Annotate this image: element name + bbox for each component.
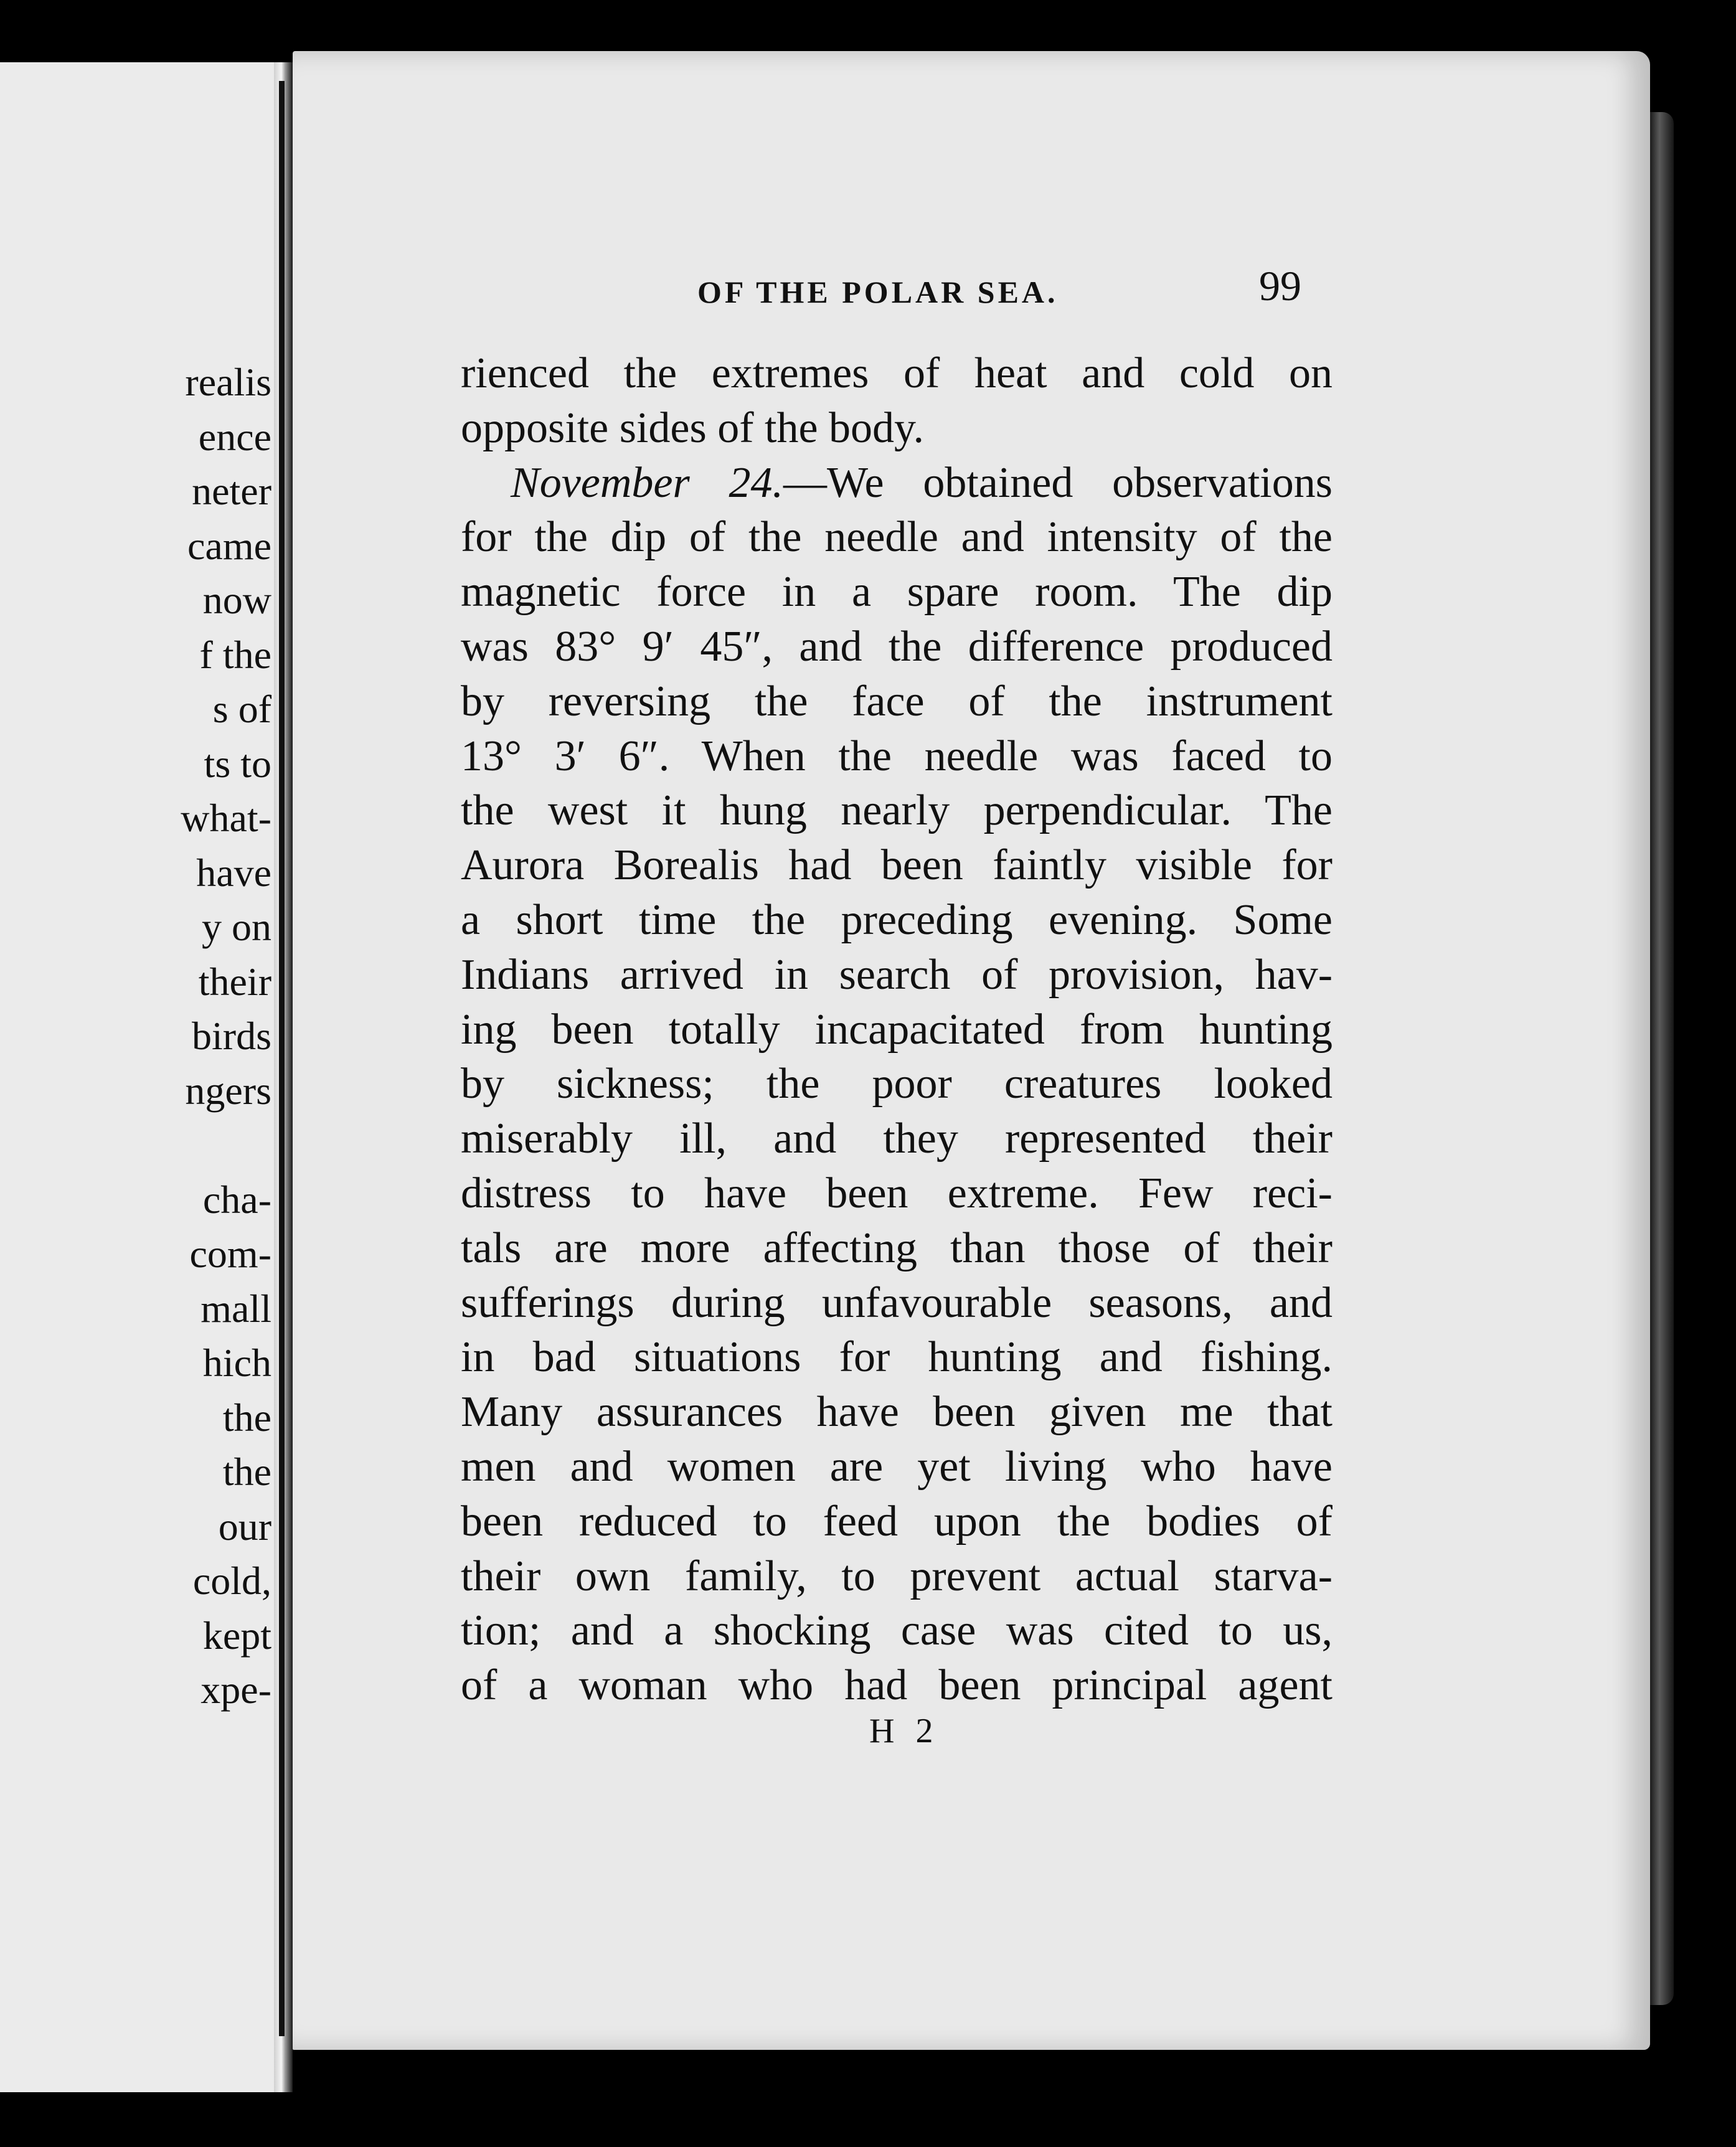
text-line-dated <box>461 456 1333 511</box>
left-line: have <box>196 850 271 895</box>
left-line: com- <box>189 1232 271 1276</box>
text-line: by reversing the face of the instrument <box>461 677 1333 725</box>
text-line: of a woman who had been principal agent <box>461 1661 1333 1710</box>
left-line: cold, <box>192 1559 271 1603</box>
left-line: mall <box>200 1286 271 1331</box>
left-line: cha- <box>202 1177 271 1222</box>
left-line: ngers <box>185 1068 271 1113</box>
text-line: magnetic force in a spare room. The dip <box>461 568 1333 616</box>
text-line: opposite sides of the body. <box>461 403 924 452</box>
text-line: a short time the preceding evening. Some <box>461 895 1333 944</box>
left-line: f the <box>199 632 271 677</box>
left-line: y on <box>202 905 271 949</box>
page-number: 99 <box>1259 262 1301 309</box>
text-line: miserably ill, and they represented their <box>461 1115 1333 1163</box>
left-line: hich <box>202 1341 271 1385</box>
text-line: was 83° 9′ 45″, and the difference produced <box>461 622 1333 671</box>
body-text <box>461 346 1333 1713</box>
text-line: men and women are yet living who have <box>461 1442 1333 1491</box>
date-line-rest: —We obtained observations <box>783 458 1333 507</box>
left-page-text <box>0 355 274 1717</box>
left-line: birds <box>192 1014 271 1058</box>
text-line: Aurora Borealis had been faintly visible for <box>461 841 1333 890</box>
text-line: by sickness; the poor creatures looked <box>461 1060 1333 1108</box>
text-line: Many assurances have been given me that <box>461 1388 1333 1437</box>
text-line: 13° 3′ 6″. When the needle was faced to <box>461 732 1333 780</box>
left-line: ts to <box>204 741 271 786</box>
left-line: their <box>198 959 271 1004</box>
date-italic: November 24. <box>511 458 783 507</box>
text-line: in bad situations for hunting and fishing. <box>461 1333 1333 1382</box>
text-line: distress to have been extreme. Few reci- <box>461 1169 1333 1217</box>
text-line: their own family, to prevent actual starva- <box>461 1552 1333 1600</box>
text-line: sufferings during unfavourable seasons, and <box>461 1278 1333 1327</box>
page-edge-shadow <box>1650 112 1674 2005</box>
signature-mark: H 2 <box>869 1712 940 1750</box>
left-line: what- <box>181 796 271 840</box>
running-head: OF THE POLAR SEA. <box>697 275 1059 309</box>
left-line: came <box>187 523 271 568</box>
left-line: the <box>222 1395 271 1440</box>
left-line: xpe- <box>200 1668 271 1712</box>
left-line: the <box>222 1450 271 1494</box>
text-line: tals are more affecting than those of their <box>461 1224 1333 1272</box>
text-line: the west it hung nearly perpendicular. The <box>461 786 1333 835</box>
text-line: for the dip of the needle and intensity of the <box>461 513 1333 562</box>
left-line: now <box>202 578 271 622</box>
left-line-blank <box>0 1118 274 1173</box>
text-line: rienced the extremes of heat and cold on <box>461 349 1333 397</box>
left-line: our <box>218 1504 271 1549</box>
left-line: realis <box>185 360 271 404</box>
left-line: kept <box>202 1613 271 1658</box>
left-line: s of <box>212 687 271 731</box>
left-facing-page <box>0 62 274 2092</box>
text-line: ing been totally incapacitated from hunting <box>461 1005 1333 1054</box>
left-line: neter <box>192 469 271 513</box>
gutter-shadow-line <box>279 81 285 2036</box>
text-line: been reduced to feed upon the bodies of <box>461 1497 1333 1545</box>
text-line: Indians arrived in search of provision, hav- <box>461 950 1333 999</box>
left-line: ence <box>198 414 271 459</box>
text-line: tion; and a shocking case was cited to us, <box>461 1607 1333 1655</box>
